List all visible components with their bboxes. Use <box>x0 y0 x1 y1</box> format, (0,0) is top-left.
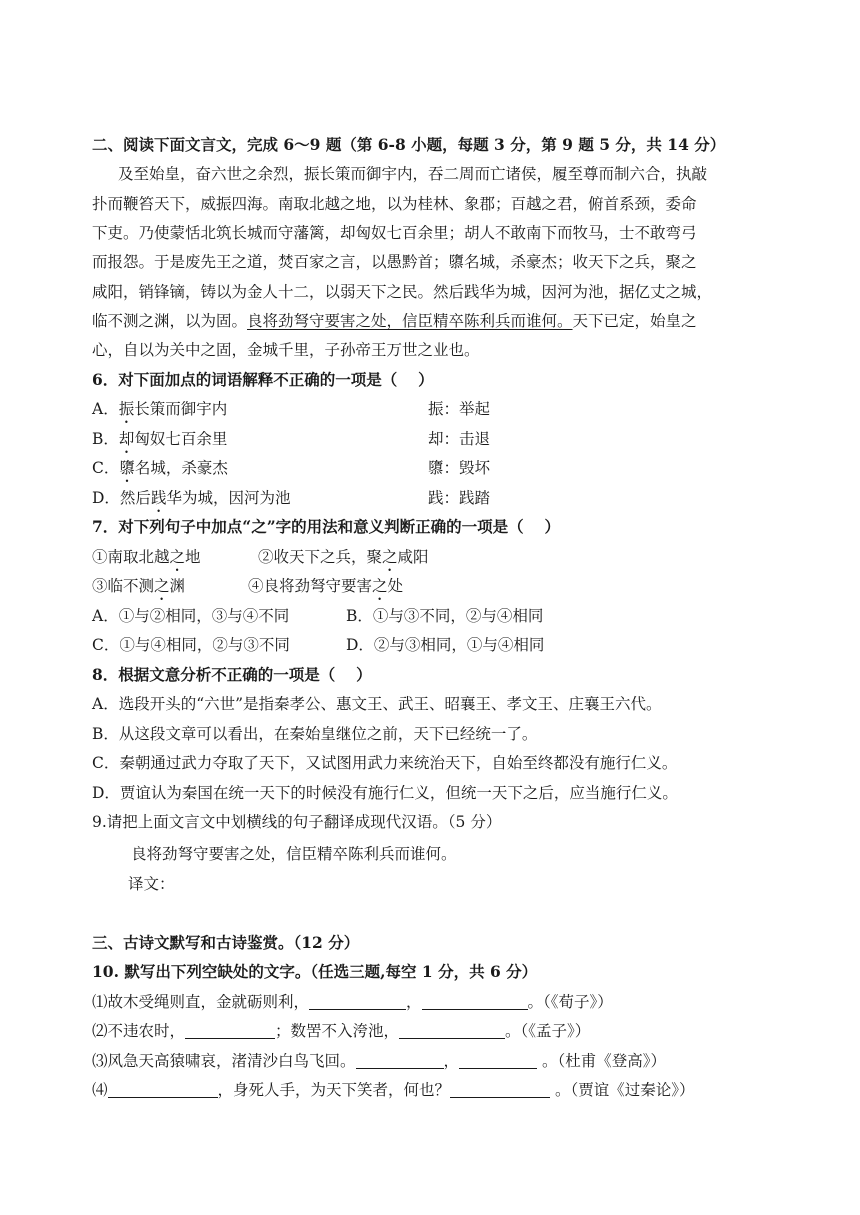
q10-item-3-source: 。（杜甫《登高》） <box>537 1052 666 1070</box>
fill-blank-3-2[interactable] <box>459 1052 537 1069</box>
q7-item-4-end: 处 <box>387 577 404 595</box>
passage-line-6-end: 天下已定，始皇之 <box>572 312 697 330</box>
q6-option-d <box>92 488 491 516</box>
q10-item-3-sep: ， <box>443 1052 460 1070</box>
passage-line-3: 下吏。乃使蒙恬北筑长城而守藩篱，却匈奴七百余里；胡人不敢南下而牧马，士不敢弯弓 <box>92 224 697 242</box>
passage-line-2: 扑而鞭笞天下，威振四海。南取北越之地，以为桂林、象郡；百越之君，俯首系颈，委命 <box>92 195 697 213</box>
q8-option-c: C．秦朝通过武力夺取了天下，又试图用武力来统治天下，自始至终都没有施行仁义。 <box>92 754 678 772</box>
q10-item-1-sep: ， <box>406 993 422 1011</box>
q10-item-4 <box>92 1080 694 1100</box>
q10-item-2-source: 。（《孟子》） <box>505 1022 591 1040</box>
q10-item-3 <box>92 1051 666 1071</box>
q8-option-b: B．从这段文章可以看出，在秦始皇继位之前，天下已经统一了。 <box>92 725 538 743</box>
q6-option-c-text: 名城，杀豪杰 <box>134 459 228 477</box>
q10-item-3-text: ⑶风急天高猿啸哀，渚清沙白鸟飞回。 <box>92 1052 356 1070</box>
q8-option-d: D．贾谊认为秦国在统一天下的时候没有施行仁义，但统一天下之后，应当施行仁义。 <box>92 784 678 802</box>
q9-stem: 9.请把上面文言文中划横线的句子翻译成现代汉语。（5 分） <box>92 813 502 831</box>
q7-options-row-1 <box>92 606 544 626</box>
q9-sentence: 良将劲弩守要害之处，信臣精卒陈利兵而谁何。 <box>131 845 457 863</box>
q6-option-a <box>92 399 491 427</box>
q7-item-4 <box>248 576 403 604</box>
q10-item-2-mid: ；数罟不入洿池， <box>275 1022 400 1040</box>
q6-option-c-prefix: C． <box>92 459 120 477</box>
q10-item-1-text: ⑴故木受绳则直，金就砺则利， <box>92 993 310 1011</box>
q7-item-2-dotted: 之 <box>382 548 398 566</box>
passage-line-6 <box>92 311 697 331</box>
fill-blank-2-2[interactable] <box>399 1022 505 1039</box>
passage-line-7: 心，自以为关中之固，金城千里，子孙帝王万世之业也。 <box>92 341 480 359</box>
q7-item-2-start: ②收天下之兵，聚 <box>258 548 383 566</box>
q7-item-4-dotted: 之 <box>372 577 388 595</box>
fill-blank-1-1[interactable] <box>309 993 406 1010</box>
q10-item-1-source: 。（《荀子》） <box>527 993 613 1011</box>
q7-options-row-2 <box>92 635 545 655</box>
q6-stem: 6．对下面加点的词语解释不正确的一项是（ ） <box>92 370 434 389</box>
q10-item-1 <box>92 992 613 1012</box>
q7-item-1-start: ①南取北越 <box>92 548 170 566</box>
q6-option-c <box>92 458 491 486</box>
passage-line-5: 咸阳，销锋镝，铸以为金人十二，以弱天下之民。然后践华为城，因河为池，据亿丈之城， <box>92 283 713 301</box>
passage-line-6-start: 临不测之渊，以为固。 <box>92 312 248 330</box>
q10-item-4-source: 。（贾谊《过秦论》） <box>550 1081 695 1099</box>
q6-option-b-prefix: B． <box>92 430 119 448</box>
q10-stem: 10. 默写出下列空缺处的文字。（任选三题,每空 1 分，共 6 分） <box>92 962 538 981</box>
q6-option-a-prefix: A． <box>92 400 119 418</box>
fill-blank-4-2[interactable] <box>450 1081 550 1098</box>
q6-option-c-dotted: 隳 <box>119 459 135 477</box>
q8-stem: 8．根据文意分析不正确的一项是（ ） <box>92 665 372 684</box>
q7-item-1-end: 地 <box>185 548 201 566</box>
q6-option-d-gloss: 践：践踏 <box>428 489 491 507</box>
q7-items-row-1 <box>92 547 429 575</box>
q7-item-3-end: 渊 <box>169 577 186 595</box>
fill-blank-2-1[interactable] <box>185 1022 275 1039</box>
q10-item-4-text: ，身死人手，为天下笑者，何也？ <box>217 1081 451 1099</box>
q6-option-b <box>92 429 491 457</box>
q7-item-1-dotted: 之 <box>169 548 186 566</box>
section-3-heading: 三、古诗文默写和古诗鉴赏。（12 分） <box>92 933 360 952</box>
q6-option-d-prefix: D．然后 <box>92 489 151 507</box>
fill-blank-4-1[interactable] <box>108 1081 218 1098</box>
underlined-sentence: 良将劲弩守要害之处，信臣精卒陈利兵而谁何。 <box>247 312 573 330</box>
q7-stem: 7．对下列句子中加点“之”字的用法和意义判断正确的一项是（ ） <box>92 517 561 536</box>
q7-option-a: A．①与②相同，③与④不同 <box>92 607 290 625</box>
q10-item-2-text: ⑵不违农时， <box>92 1022 186 1040</box>
q9-answer-label: 译文： <box>128 875 175 893</box>
q7-option-c: C．①与④相同，②与③不同 <box>92 636 290 654</box>
q7-item-3-start: ③临不测 <box>92 577 155 595</box>
q6-option-a-dotted: 振 <box>118 400 135 418</box>
q6-option-b-gloss: 却：击退 <box>428 430 491 448</box>
q7-item-3-dotted: 之 <box>154 577 170 595</box>
q6-option-a-gloss: 振：举起 <box>428 400 491 418</box>
q6-option-d-text: 华为城，因河为池 <box>166 489 291 507</box>
q7-item-2 <box>258 547 429 575</box>
q6-option-b-text: 匈奴七百余里 <box>134 430 228 448</box>
q7-item-4-start: ④良将劲弩守要害 <box>248 577 373 595</box>
q7-option-d: D．②与③相同，①与④相同 <box>346 636 545 654</box>
q10-item-2 <box>92 1021 590 1041</box>
section-2-heading: 二、阅读下面文言文，完成 6～9 题（第 6-8 小题，每题 3 分，第 9 题 5 分，共 14 分） <box>92 135 726 154</box>
q8-option-a: A．选段开头的“六世”是指秦孝公、惠文王、武王、昭襄王、孝文王、庄襄王六代。 <box>92 695 662 713</box>
q7-item-2-end: 咸阳 <box>397 548 429 566</box>
q10-item-4-prefix: ⑷ <box>92 1081 108 1099</box>
q6-option-a-text: 长策而御宇内 <box>134 400 228 418</box>
q6-option-b-dotted: 却 <box>118 430 135 448</box>
q6-option-d-dotted: 践 <box>150 489 167 507</box>
fill-blank-1-2[interactable] <box>422 993 528 1010</box>
q6-option-c-gloss: 隳：毁坏 <box>428 459 491 477</box>
q7-option-b: B．①与③不同，②与④相同 <box>346 607 544 625</box>
passage-line-4: 而报怨。于是废先王之道，焚百家之言，以愚黔首；隳名城，杀豪杰；收天下之兵，聚之 <box>92 253 697 271</box>
q7-items-row-2 <box>92 576 404 604</box>
passage-line-1: 及至始皇，奋六世之余烈，振长策而御宇内，吞二周而亡诸侯，履至尊而制六合，执敲 <box>118 165 708 183</box>
fill-blank-3-1[interactable] <box>356 1052 444 1069</box>
